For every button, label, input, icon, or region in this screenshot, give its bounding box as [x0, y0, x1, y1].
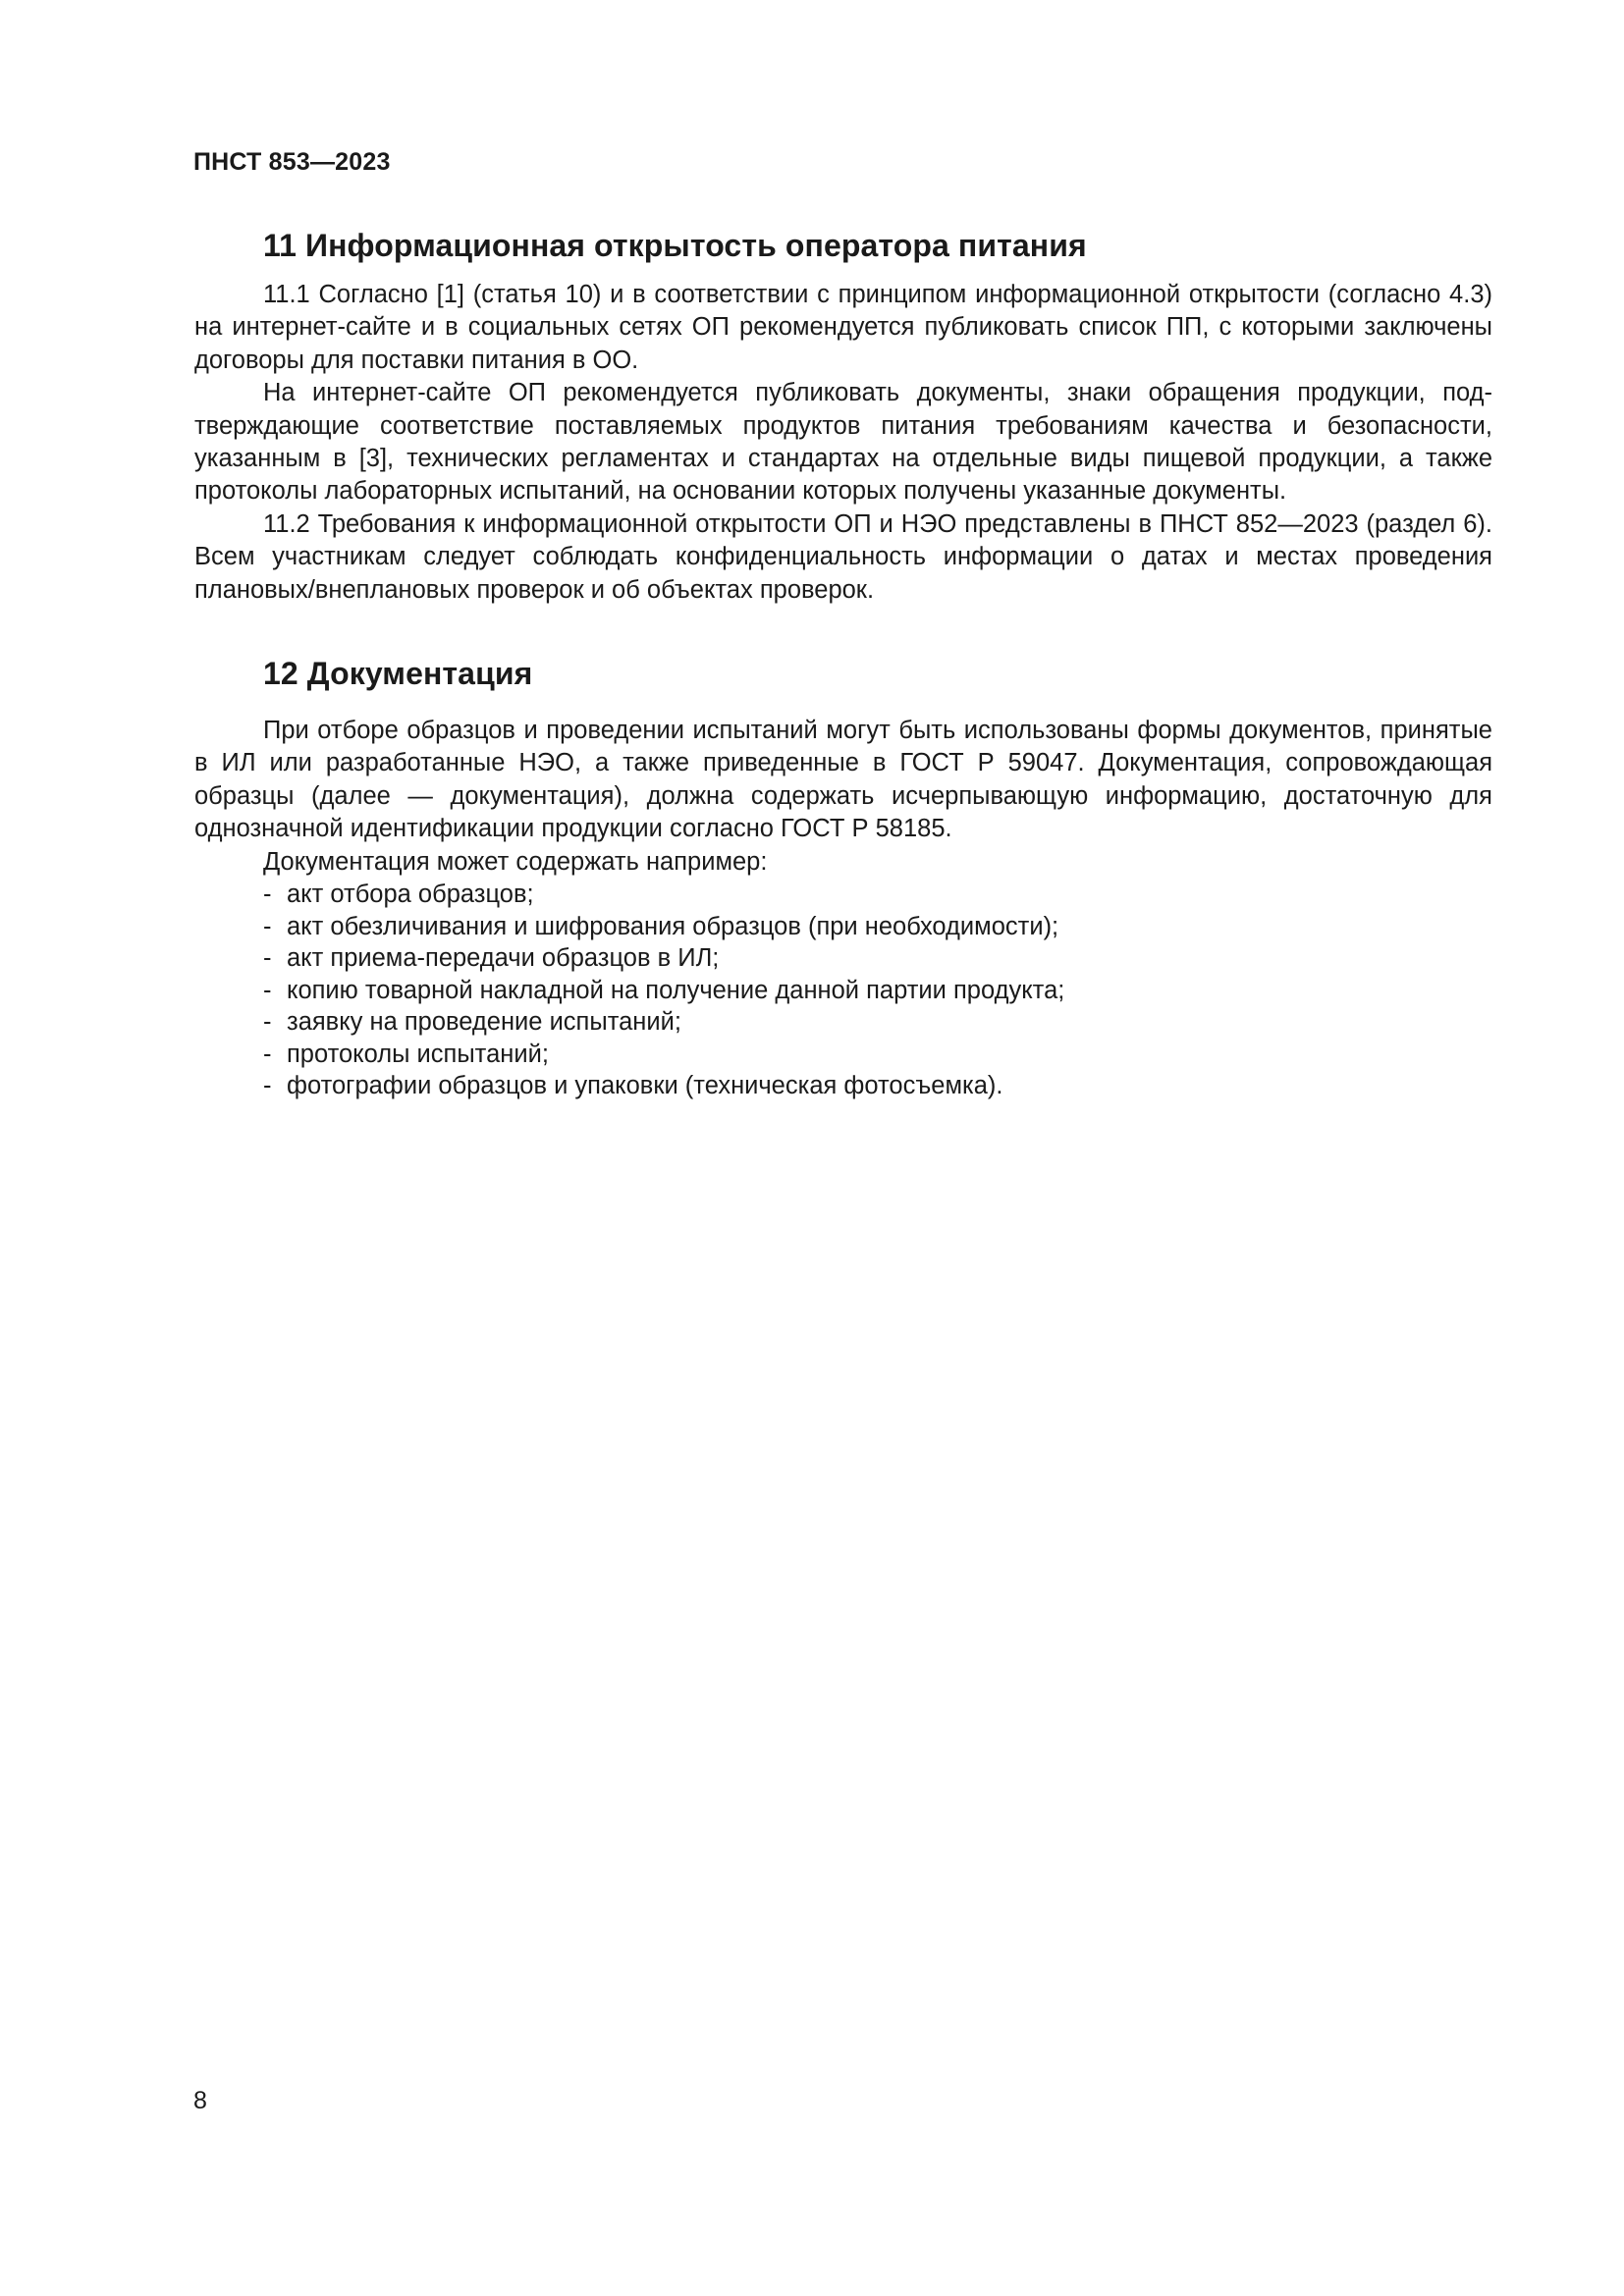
list-item-text: протоколы испытаний; — [287, 1040, 549, 1068]
list-item-text: акт обезличивания и шифрования образцов (при необходимости); — [287, 912, 1059, 940]
list-item — [263, 1070, 1492, 1102]
list-marker: - — [263, 912, 272, 940]
section-11-paragraph-3: 11.2 Требования к информационной открытости ОП и НЭО представлены в ПНСТ 852—2023 (раздел 6). Всем участникам следует соблюдать конфиденциальность информации о датах и местах проведения плановых/внеплановых проверок и об объектах проверок. — [194, 509, 1492, 604]
list-item — [263, 879, 1492, 911]
list-marker: - — [263, 1072, 272, 1100]
section-11-heading: 11 Информационная открытость оператора питания — [263, 228, 1087, 263]
list-item — [263, 1039, 1492, 1071]
documentation-list — [194, 879, 1492, 1102]
list-item-text: заявку на проведение испытаний; — [287, 1008, 681, 1037]
document-code: ПНСТ 853—2023 — [193, 148, 391, 176]
list-marker: - — [263, 944, 272, 973]
list-marker: - — [263, 1008, 272, 1037]
section-12-heading: 12 Документация — [263, 656, 533, 692]
list-item-text: фотографии образцов и упаковки (техническая фотосъемка). — [287, 1072, 1003, 1100]
page-content — [194, 226, 1492, 1102]
list-marker: - — [263, 976, 272, 1004]
list-item — [263, 911, 1492, 943]
list-marker: - — [263, 1040, 272, 1068]
list-item-text: акт отбора образцов; — [287, 881, 534, 909]
list-item — [263, 975, 1492, 1007]
list-item — [263, 942, 1492, 975]
list-item-text: копию товарной накладной на получение данной партии продукта; — [287, 976, 1065, 1004]
list-item — [263, 1006, 1492, 1039]
section-11-paragraph-2: На интернет-сайте ОП рекомендуется публиковать документы, знаки обращения продукции, подтверждающие соответствие поставляемых продуктов питания требованиям качества и безопасности, указанным в [3], технических регламентах и стандартах на отдельные виды пищевой продукции, а также протоколы лабораторных испытаний, на основании которых получены указанные документы. — [194, 379, 1492, 506]
section-12-paragraph-2: Документация может содержать например: — [263, 847, 768, 876]
page-number: 8 — [193, 2087, 207, 2114]
section-12-paragraph-1: При отборе образцов и проведении испытаний могут быть использованы формы документов, принятые в ИЛ или разработанные НЭО, а также приведенные в ГОСТ Р 59047. Документация, сопровождающая образцы (далее — документация), должна содержать исчерпывающую информацию, достаточную для однозначной идентификации продукции согласно ГОСТ Р 58185. — [194, 717, 1492, 843]
list-item-text: акт приема-передачи образцов в ИЛ; — [287, 944, 720, 973]
list-marker: - — [263, 881, 272, 909]
section-11-paragraph-1: 11.1 Согласно [1] (статья 10) и в соответствии с принципом информационной открытости (согласно 4.3) на интернет-сайте и в социальных сетях ОП рекомендуется публиковать список ПП, с которыми заключены договоры для поставки питания в ОО. — [194, 281, 1492, 374]
